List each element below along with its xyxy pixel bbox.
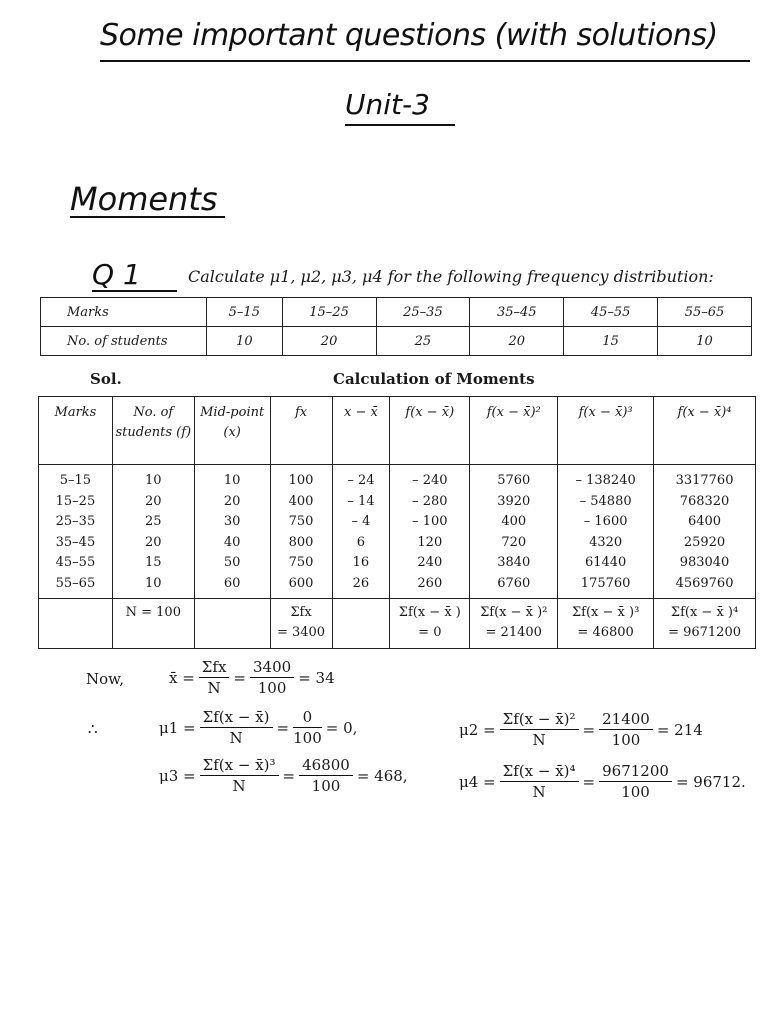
eq-lhs: μ2 = — [459, 720, 496, 739]
table-cell: 15–25 — [282, 298, 376, 327]
sum-value: = 0 — [418, 625, 442, 640]
table-title: Calculation of Moments — [333, 370, 535, 388]
table-cell: 6 — [356, 534, 366, 550]
table-cell: 240 — [417, 555, 443, 571]
table-cell: 5–15 — [59, 473, 92, 488]
table-cell: 5760 — [497, 473, 531, 488]
table-cell: 400 — [288, 493, 314, 509]
table-cell: 25 — [376, 327, 470, 356]
table-cell: 10 — [207, 327, 283, 356]
table-cell: 15–25 — [55, 493, 96, 509]
table-cell: 16 — [352, 555, 370, 571]
total-f-dev4 — [654, 599, 756, 649]
table-cell: 800 — [288, 534, 314, 550]
table-cell: 15 — [564, 327, 658, 356]
row-label-students: No. of students — [41, 327, 207, 356]
table-cell: 45–55 — [55, 555, 96, 571]
denominator: 100 — [311, 777, 341, 795]
eq-result: = 468, — [356, 766, 408, 785]
solution-label: Sol. — [90, 370, 122, 388]
table-row — [41, 298, 752, 327]
column-deviation — [332, 465, 390, 599]
table-cell: 4320 — [589, 534, 623, 550]
table-cell: 50 — [223, 555, 241, 571]
sum-label: Σf(x − x̄ )² — [480, 605, 548, 620]
column-header: x − x̄ — [332, 397, 390, 465]
now-label: Now, — [86, 670, 124, 688]
fraction — [299, 756, 353, 795]
mu3-equation: μ3 = $\frac{\text{Σf(x − x̄)³}}{N}$ = $\frac{46800}{100}$ = 468, — [155, 756, 412, 795]
table-cell: 750 — [288, 514, 314, 530]
column-header: f(x − x̄) — [390, 397, 470, 465]
question-underline — [92, 290, 177, 292]
unit-heading: Unit-3 — [345, 88, 430, 121]
numerator: 0 — [293, 708, 322, 728]
table-cell: 100 — [288, 473, 314, 488]
column-marks — [39, 465, 113, 599]
column-header: No. of students (f) — [112, 397, 194, 465]
table-row — [41, 327, 752, 356]
fraction — [200, 708, 273, 747]
fraction — [599, 762, 672, 801]
numerator: Σf(x − x̄) — [200, 708, 273, 728]
table-cell: 983040 — [679, 555, 730, 571]
table-cell — [194, 599, 270, 649]
eq-lhs: x̄ = — [169, 668, 195, 687]
column-header: f(x − x̄)⁴ — [654, 397, 756, 465]
column-f-dev3 — [558, 465, 654, 599]
table-cell: 26 — [352, 575, 370, 591]
numerator: Σf(x − x̄)² — [500, 710, 579, 730]
therefore-symbol: ∴ — [88, 720, 98, 738]
table-cell: 25–35 — [55, 514, 96, 530]
table-cell: 40 — [223, 534, 241, 550]
table-cell: – 4 — [351, 514, 371, 530]
table-cell: – 54880 — [579, 493, 632, 509]
total-fx — [270, 599, 332, 649]
table-cell: 20 — [223, 493, 241, 509]
sum-value: = 21400 — [485, 625, 542, 640]
table-cell: 750 — [288, 555, 314, 571]
denominator: 100 — [611, 731, 641, 749]
column-header: Mid-point (x) — [194, 397, 270, 465]
table-cell: 61440 — [584, 555, 627, 571]
table-cell: 720 — [501, 534, 527, 550]
numerator: Σf(x − x̄)³ — [200, 756, 279, 776]
frequency-table — [40, 297, 752, 356]
section-underline — [70, 216, 225, 218]
total-n-text: N = 100 — [125, 605, 181, 620]
moments-table — [38, 396, 756, 649]
table-cell: 60 — [223, 575, 241, 591]
column-header: f(x − x̄)² — [470, 397, 558, 465]
table-cell: 20 — [470, 327, 564, 356]
table-cell: – 1600 — [583, 514, 628, 530]
total-n — [112, 599, 194, 649]
table-cell: 20 — [282, 327, 376, 356]
table-cell: – 14 — [347, 493, 375, 509]
table-cell: 260 — [417, 575, 443, 591]
row-label-marks: Marks — [41, 298, 207, 327]
denominator: N — [207, 679, 221, 697]
numerator: 21400 — [599, 710, 653, 730]
title-underline — [100, 60, 750, 62]
footer-row — [39, 599, 756, 649]
sum-value: = 46800 — [577, 625, 634, 640]
table-cell: 5–15 — [207, 298, 283, 327]
table-cell: 3840 — [497, 555, 531, 571]
denominator: N — [232, 777, 246, 795]
table-cell: – 100 — [412, 514, 448, 530]
eq-result: = 34 — [298, 668, 335, 687]
table-cell: 10 — [223, 473, 241, 488]
denominator: 100 — [257, 679, 287, 697]
sum-label: Σf(x − x̄ ) — [398, 605, 461, 620]
mu2-equation: μ2 = $\frac{\text{Σf(x − x̄)²}}{N}$ = $\frac{21400}{100}$ = 214 — [455, 710, 707, 749]
column-header: f(x − x̄)³ — [558, 397, 654, 465]
table-cell: 400 — [501, 514, 527, 530]
column-header: fx — [270, 397, 332, 465]
fraction — [500, 762, 579, 801]
sum-label: Σf(x − x̄ )³ — [571, 605, 640, 620]
table-cell: 45–55 — [564, 298, 658, 327]
sum-label: Σfx — [290, 605, 312, 620]
denominator: N — [532, 783, 546, 801]
eq-lhs: μ3 = — [159, 766, 196, 785]
table-cell: 55–65 — [55, 575, 96, 591]
table-cell: 3920 — [497, 493, 531, 509]
eq-lhs: μ1 = — [159, 718, 196, 737]
table-cell: 10 — [145, 473, 162, 488]
total-f-dev3 — [558, 599, 654, 649]
sum-value: = 3400 — [276, 625, 326, 640]
question-label: Q 1 — [92, 258, 141, 291]
section-heading: Moments — [70, 180, 218, 218]
numerator: 9671200 — [599, 762, 672, 782]
table-cell: 4569760 — [675, 575, 734, 591]
table-cell: 3317760 — [675, 473, 734, 488]
table-cell: – 280 — [412, 493, 448, 509]
unit-underline — [345, 124, 455, 126]
denominator: N — [229, 729, 243, 747]
table-cell: 6760 — [497, 575, 531, 591]
column-midpoint — [194, 465, 270, 599]
eq-lhs: μ4 = — [459, 772, 496, 791]
mu4-equation: μ4 = $\frac{\text{Σf(x − x̄)⁴}}{N}$ = $\frac{9671200}{100}$ = 96712. — [455, 762, 750, 801]
eq-result: = 214 — [656, 720, 703, 739]
table-cell: 10 — [658, 327, 752, 356]
denominator: 100 — [293, 729, 322, 747]
numerator: 3400 — [250, 658, 294, 678]
total-f-dev — [390, 599, 470, 649]
table-cell: 120 — [417, 534, 443, 550]
column-fx — [270, 465, 332, 599]
table-cell: 35–45 — [470, 298, 564, 327]
table-cell: 175760 — [580, 575, 631, 591]
column-students — [112, 465, 194, 599]
denominator: 100 — [621, 783, 650, 801]
table-cell: 20 — [145, 534, 162, 550]
column-f-dev — [390, 465, 470, 599]
table-cell — [332, 599, 390, 649]
page-title: Some important questions (with solutions) — [100, 18, 718, 53]
table-cell: 25–35 — [376, 298, 470, 327]
eq-result: = 0, — [325, 718, 358, 737]
column-f-dev4 — [654, 465, 756, 599]
table-cell: 6400 — [687, 514, 722, 530]
denominator: N — [532, 731, 546, 749]
table-cell: 15 — [145, 555, 162, 571]
fraction — [199, 658, 230, 697]
mu1-equation: μ1 = $\frac{\Sigma f(x - x̄)}{N}$ = $\frac{0}{100}$ = 0, — [155, 708, 361, 747]
total-f-dev2 — [470, 599, 558, 649]
table-cell: 10 — [145, 575, 162, 591]
table-body-row — [39, 465, 756, 599]
table-cell: – 240 — [412, 473, 448, 488]
fraction — [200, 756, 279, 795]
table-cell: 30 — [223, 514, 241, 530]
column-f-dev2 — [470, 465, 558, 599]
table-cell: 600 — [288, 575, 314, 591]
numerator: Σf(x − x̄)⁴ — [500, 762, 579, 782]
table-cell: – 138240 — [575, 473, 636, 488]
table-cell — [39, 599, 113, 649]
eq-result: = 96712. — [675, 772, 746, 791]
fraction — [250, 658, 294, 697]
sum-value: = 9671200 — [668, 625, 741, 640]
question-text: Calculate μ1, μ2, μ3, μ4 for the following frequency distribution: — [188, 267, 714, 286]
table-cell: 768320 — [679, 493, 730, 509]
mean-equation: x̄ = $\frac{\text{Σfx}}{N}$ = $\frac{3400}{100}$ = 34 — [165, 658, 339, 697]
table-cell: 55–65 — [658, 298, 752, 327]
fraction — [293, 708, 322, 747]
numerator: 46800 — [299, 756, 353, 776]
numerator: Σfx — [199, 658, 230, 678]
table-cell: 20 — [145, 493, 162, 509]
header-row — [39, 397, 756, 465]
table-cell: – 24 — [347, 473, 375, 488]
sum-label: Σf(x − x̄ )⁴ — [670, 605, 739, 620]
table-cell: 25 — [145, 514, 162, 530]
column-header: Marks — [39, 397, 113, 465]
fraction — [500, 710, 579, 749]
table-cell: 25920 — [683, 534, 726, 550]
fraction — [599, 710, 653, 749]
table-cell: 35–45 — [55, 534, 96, 550]
